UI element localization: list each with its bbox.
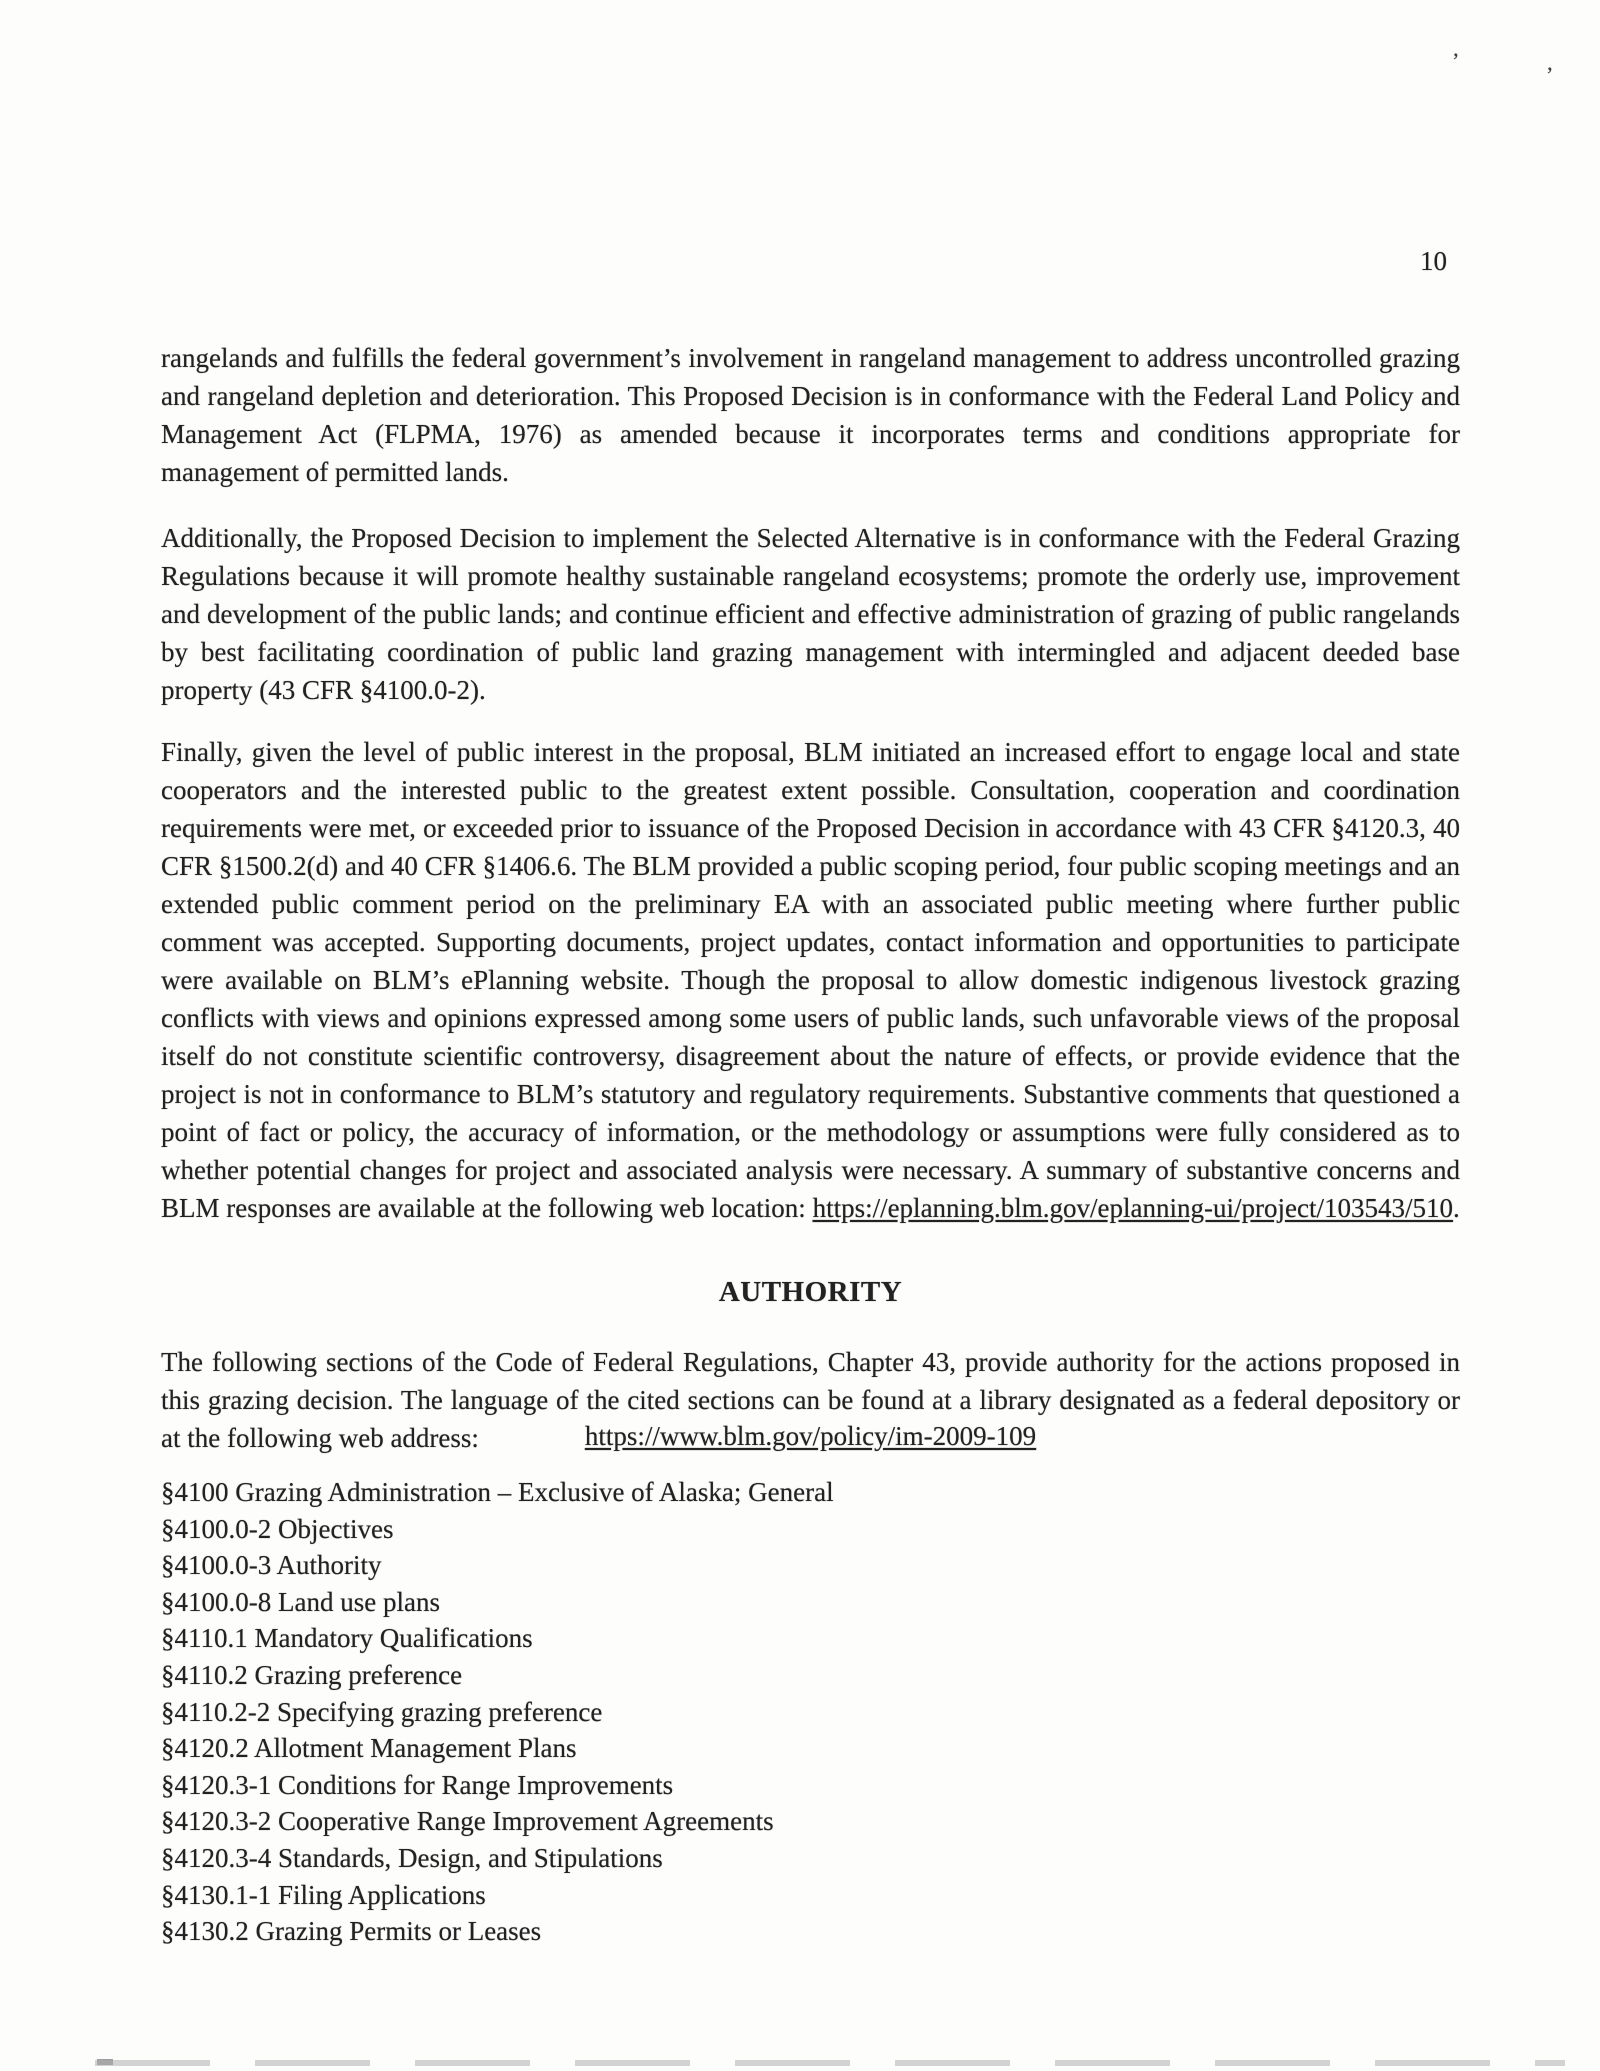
cfr-section-item: §4100.0-8 Land use plans bbox=[161, 1586, 440, 1617]
paragraph-text: Finally, given the level of public interest in the proposal, BLM initiated an increased effort to engage local and state cooperators and the interested public to the greatest extent possible. Consultation, cooperation and coordination requirements were met, or exceeded prior to issuance of the Proposed Decision in accordance with 43 CFR §4120.3, 40 CFR §1500.2(d) and 40 CFR §1406.6. The BLM provided a public scoping period, four public scoping meetings and an extended public comment period on the preliminary EA with an associated public meeting where further public comment was accepted. Supporting documents, project updates, contact information and opportunities to participate were available on BLM’s ePlanning website. Though the proposal to allow domestic indigenous livestock grazing conflicts with views and opinions expressed among some users of public lands, such unfavorable views of the proposal itself do not constitute scientific controversy, disagreement about the nature of effects, or provide evidence that the project is not in conformance to BLM’s statutory and regulatory requirements. Substantive comments that questioned a point of fact or policy, the accuracy of information, or the methodology or assumptions were fully considered as to whether potential changes for project and associated analysis were necessary. A summary of substantive concerns and BLM responses are available at the following web location: bbox=[161, 737, 1460, 1223]
cfr-section-item: §4130.2 Grazing Permits or Leases bbox=[161, 1916, 542, 1947]
scan-tick-mark: ’ bbox=[1452, 48, 1460, 73]
cfr-section-item: §4120.3-1 Conditions for Range Improvements bbox=[161, 1769, 674, 1800]
cfr-section-item: §4120.2 Allotment Management Plans bbox=[161, 1733, 577, 1764]
cfr-section-item: §4110.1 Mandatory Qualifications bbox=[161, 1623, 533, 1654]
cfr-section-item: §4120.3-2 Cooperative Range Improvement Agreements bbox=[161, 1806, 774, 1837]
page-number: 10 bbox=[1420, 246, 1447, 276]
cfr-sections-list bbox=[161, 1474, 834, 1950]
cfr-section-item: §4110.2-2 Specifying grazing preference bbox=[161, 1696, 603, 1727]
paragraph-authority-intro: The following sections of the Code of Federal Regulations, Chapter 43, provide authority for the actions proposed in this grazing decision. The language of the cited sections can be found at a library designated as a federal depository or at the following web address: bbox=[161, 1347, 1460, 1453]
cfr-section-item: §4120.3-4 Standards, Design, and Stipulations bbox=[161, 1842, 663, 1873]
cfr-section-item: §4130.1-1 Filing Applications bbox=[161, 1879, 486, 1910]
blm-policy-link-row bbox=[161, 1421, 1460, 1452]
eplanning-project-link[interactable]: https://eplanning.blm.gov/eplanning-ui/project/103543/510 bbox=[812, 1193, 1453, 1223]
authority-heading: AUTHORITY bbox=[718, 1276, 903, 1309]
scan-edge-line bbox=[95, 2060, 1565, 2066]
paragraph-conformance-grazing-regulations: Additionally, the Proposed Decision to implement the Selected Alternative is in conformance with the Federal Grazing Regulations because it will promote healthy sustainable rangeland ecosystems; promote the orderly use, improvement and development of the public lands; and continue efficient and effective administration of grazing of public rangelands by best facilitating coordination of public land grazing management with intermingled and adjacent deeded base property (43 CFR §4100.0-2). bbox=[161, 523, 1460, 705]
sentence-period: . bbox=[1452, 1193, 1460, 1223]
scan-tick-mark: ’ bbox=[1546, 62, 1554, 87]
paragraph-public-interest-consultation bbox=[161, 733, 1460, 1227]
cfr-section-item: §4110.2 Grazing preference bbox=[161, 1659, 463, 1690]
blm-policy-link[interactable]: https://www.blm.gov/policy/im-2009-109 bbox=[584, 1421, 1037, 1451]
cfr-section-item: §4100.0-2 Objectives bbox=[161, 1513, 394, 1544]
cfr-section-item: §4100.0-3 Authority bbox=[161, 1550, 382, 1581]
cfr-section-item: §4100 Grazing Administration – Exclusive of Alaska; General bbox=[161, 1477, 834, 1507]
paragraph-conformance-flpma: rangelands and fulfills the federal government’s involvement in rangeland management to address uncontrolled grazing and rangeland depletion and deterioration. This Proposed Decision is in conformance with the Federal Land Policy and Management Act (FLPMA, 1976) as amended because it incorporates terms and conditions appropriate for management of permitted lands. bbox=[161, 343, 1460, 487]
